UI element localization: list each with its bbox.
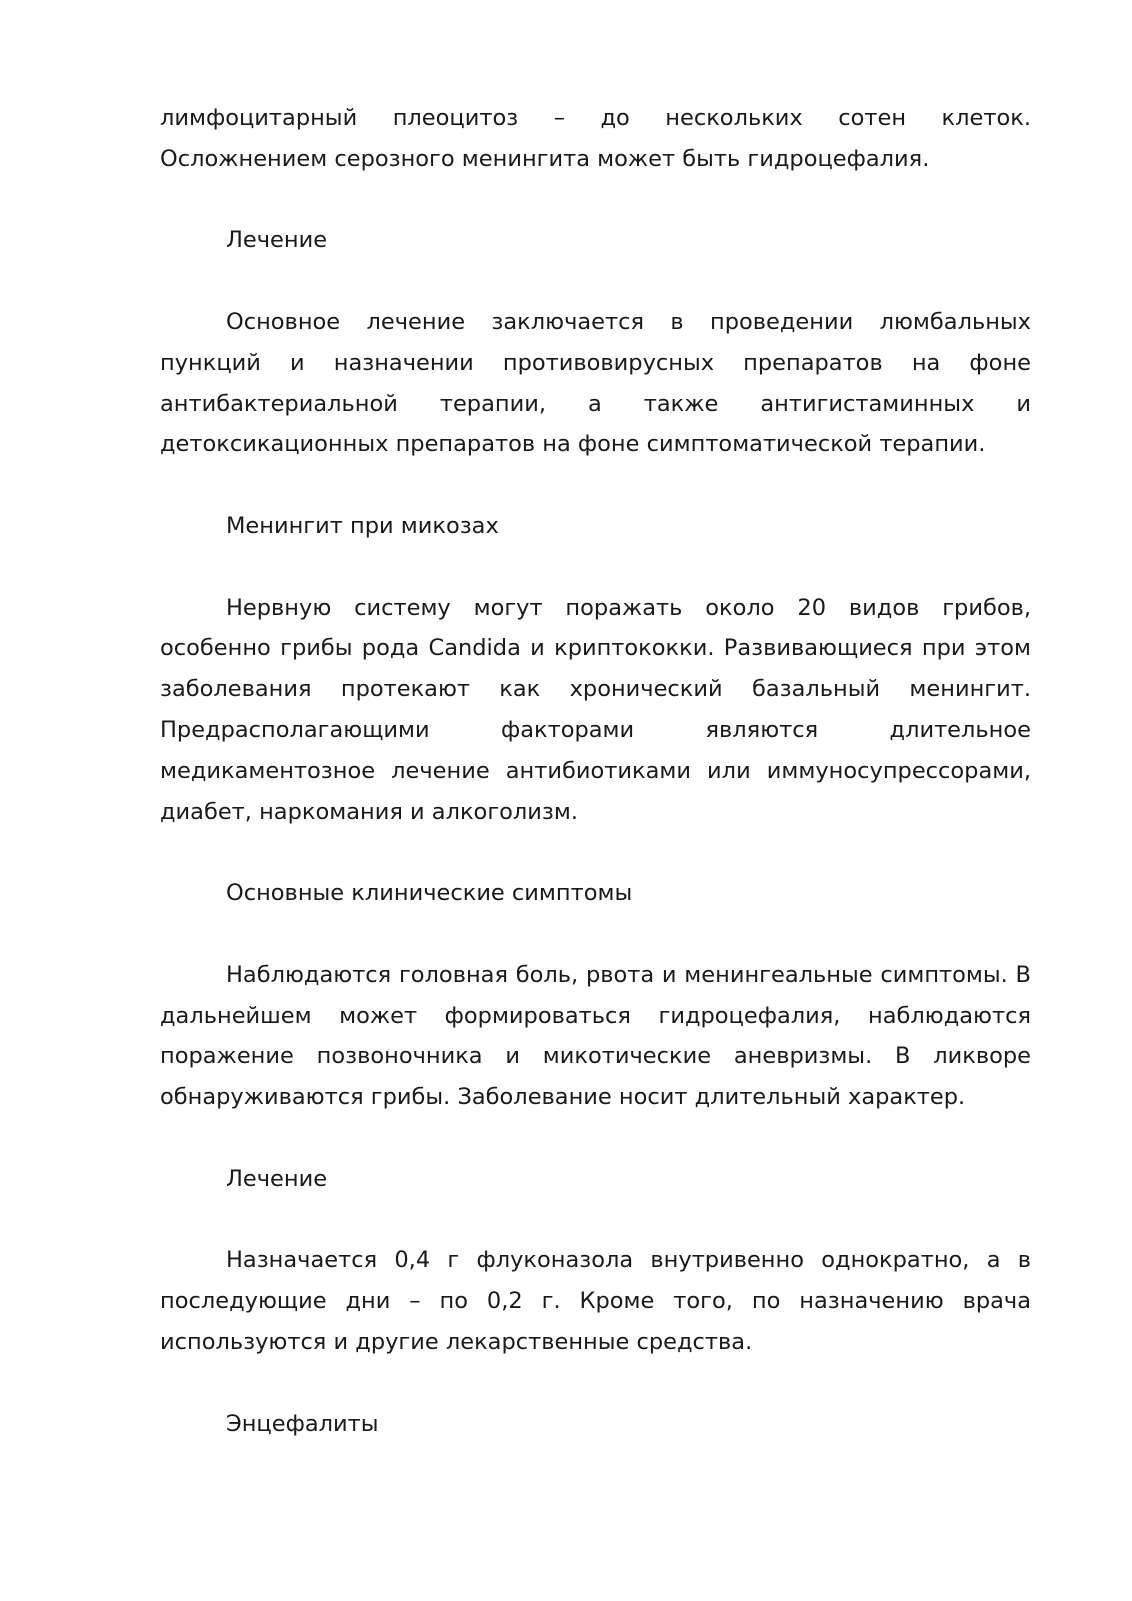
spacer: [160, 1200, 1031, 1241]
paragraph-treatment-serous: Основное лечение заключается в проведении люмбальных пункций и назначении противовирусных препаратов на фоне антибактериальной терапии, а также антигистаминных и детоксикационных препаратов на фоне симптоматической терапии.: [160, 308, 1031, 458]
spacer: [160, 832, 1031, 873]
spacer: [160, 547, 1031, 588]
spacer: [160, 914, 1031, 955]
paragraph-pleocytosis: лимфоцитарный плеоцитоз – до нескольких сотен клеток. Осложнением серозного менингита может быть гидроцефалия.: [160, 105, 1031, 172]
paragraph-clinical-symptoms: Наблюдаются головная боль, рвота и менингеальные симптомы. В дальнейшем может формироваться гидроцефалия, наблюдаются поражение позвоночника и микотические аневризмы. В ликворе обнаруживаются грибы. Заболевание носит длительный характер.: [160, 961, 1031, 1111]
heading-mycosis-meningitis: Менингит при микозах: [226, 512, 499, 539]
heading-treatment-mycosis: Лечение: [226, 1165, 328, 1192]
heading-treatment-serous: Лечение: [226, 227, 328, 254]
spacer: [160, 1118, 1031, 1159]
spacer: [160, 180, 1031, 221]
heading-clinical-symptoms: Основные клинические симптомы: [226, 880, 633, 907]
paragraph-treatment-mycosis: Назначается 0,4 г флуконазола внутривенно однократно, а в последующие дни – по 0,2 г. Кроме того, по назначению врача используются и другие лекарственные средства.: [160, 1247, 1031, 1355]
spacer: [160, 465, 1031, 506]
heading-encephalitis: Энцефалиты: [226, 1410, 379, 1437]
spacer: [160, 1363, 1031, 1404]
document-page: [160, 98, 1031, 1444]
paragraph-mycosis-meningitis: Нервную систему могут поражать около 20 видов грибов, особенно грибы рода Candida и криптококки. Развивающиеся при этом заболевания протекают как хронический базальный менингит. Предрасполагающими факторами являются длительное медикаментозное лечение антибиотиками или иммуносупрессорами, диабет, наркомания и алкоголизм.: [160, 594, 1031, 825]
spacer: [160, 261, 1031, 302]
